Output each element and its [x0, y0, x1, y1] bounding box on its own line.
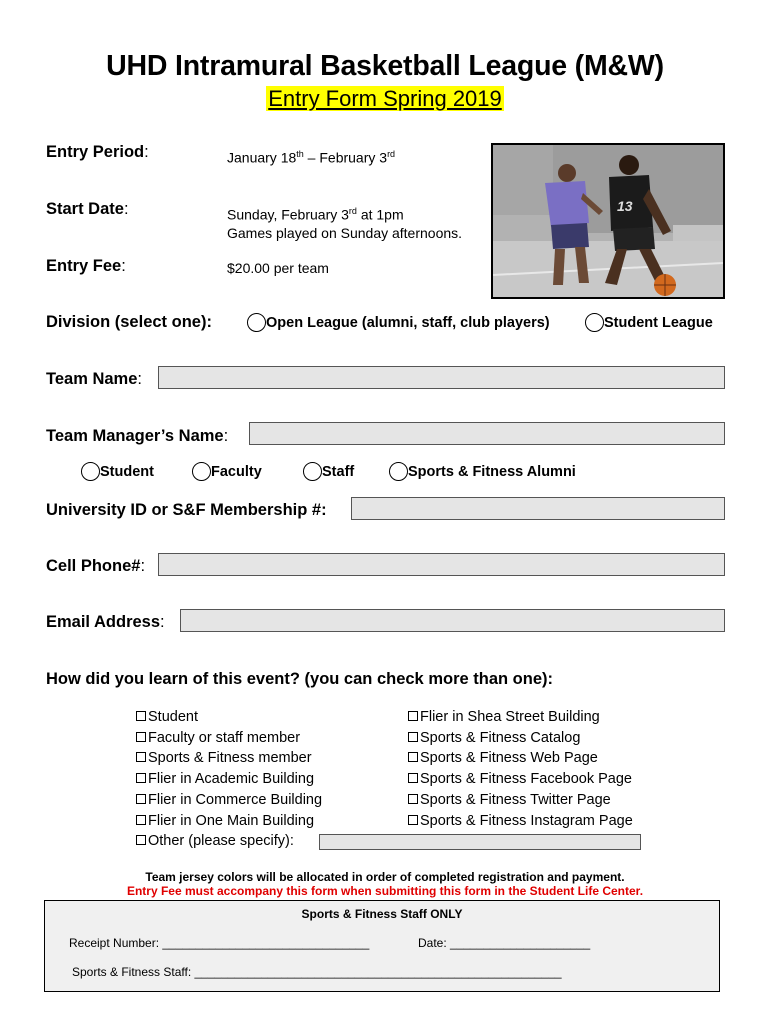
- learn-option[interactable]: Sports & Fitness member: [136, 748, 322, 769]
- faculty-radio[interactable]: [192, 462, 211, 481]
- student-league-radio[interactable]: [585, 313, 604, 332]
- cell-phone-field[interactable]: [158, 553, 725, 576]
- basketball-photo: [491, 143, 725, 299]
- checkbox[interactable]: [408, 752, 418, 762]
- alumni-radio[interactable]: [389, 462, 408, 481]
- learn-option[interactable]: Sports & Fitness Catalog: [408, 728, 633, 749]
- email-field[interactable]: [180, 609, 725, 632]
- learn-option[interactable]: Sports & Fitness Twitter Page: [408, 790, 633, 811]
- form-subtitle: Entry Form Spring 2019: [268, 86, 502, 111]
- fee-notice: Entry Fee must accompany this form when submitting this form in the Student Life Center.: [126, 884, 644, 898]
- staff-label: Staff: [322, 463, 355, 480]
- learn-option[interactable]: Sports & Fitness Facebook Page: [408, 769, 633, 790]
- start-date-label: Start Date:: [46, 200, 129, 218]
- checkbox[interactable]: [136, 752, 146, 762]
- affiliation-option-faculty[interactable]: [192, 462, 262, 481]
- svg-text:13: 13: [617, 198, 633, 214]
- learn-option[interactable]: Flier in Academic Building: [136, 769, 322, 790]
- other-specify-field[interactable]: [319, 834, 641, 850]
- affiliation-option-student[interactable]: [81, 462, 154, 481]
- open-league-radio[interactable]: [247, 313, 266, 332]
- learn-left-list: [136, 707, 322, 852]
- manager-name-field[interactable]: [249, 422, 725, 445]
- entry-period-label: Entry Period:: [46, 143, 149, 161]
- learn-question: How did you learn of this event? (you can check more than one):: [46, 670, 553, 688]
- learn-option[interactable]: Flier in Commerce Building: [136, 790, 322, 811]
- email-label: Email Address:: [46, 613, 165, 631]
- basketball-players-image: [493, 145, 723, 297]
- checkbox[interactable]: [136, 711, 146, 721]
- form-subtitle-wrap: [0, 86, 770, 112]
- team-name-field[interactable]: [158, 366, 725, 389]
- student-label: Student: [100, 463, 154, 480]
- university-id-field[interactable]: [351, 497, 725, 520]
- affiliation-option-staff[interactable]: [303, 462, 354, 481]
- entry-period-value: January 18th – February 3rd: [227, 149, 396, 166]
- learn-option-other[interactable]: Other (please specify):: [136, 831, 322, 852]
- learn-option[interactable]: Student: [136, 707, 322, 728]
- checkbox[interactable]: [136, 835, 146, 845]
- staff-only-heading: Sports & Fitness Staff ONLY: [301, 907, 463, 921]
- student-radio[interactable]: [81, 462, 100, 481]
- checkbox[interactable]: [136, 773, 146, 783]
- checkbox[interactable]: [136, 815, 146, 825]
- university-id-label: University ID or S&F Membership #:: [46, 501, 327, 519]
- affiliation-option-alumni[interactable]: [389, 462, 576, 481]
- learn-option[interactable]: Faculty or staff member: [136, 728, 322, 749]
- learn-right-list: [408, 707, 633, 831]
- division-option-open[interactable]: [247, 313, 550, 332]
- cell-phone-label: Cell Phone#:: [46, 557, 146, 575]
- checkbox[interactable]: [408, 794, 418, 804]
- learn-option[interactable]: Flier in One Main Building: [136, 811, 322, 832]
- manager-name-label: Team Manager’s Name:: [46, 427, 229, 445]
- division-label: Division (select one):: [46, 313, 212, 331]
- faculty-label: Faculty: [211, 463, 262, 480]
- checkbox[interactable]: [136, 794, 146, 804]
- form-title: UHD Intramural Basketball League (M&W): [106, 50, 664, 82]
- staff-only-box: [44, 900, 720, 992]
- alumni-label: Sports & Fitness Alumni: [408, 463, 576, 480]
- student-league-label: Student League: [604, 314, 713, 331]
- entry-fee-value: $20.00 per team: [227, 260, 329, 276]
- checkbox[interactable]: [136, 732, 146, 742]
- checkbox[interactable]: [408, 732, 418, 742]
- learn-option[interactable]: Flier in Shea Street Building: [408, 707, 633, 728]
- receipt-number-row[interactable]: Receipt Number: _______________________________: [69, 936, 370, 950]
- staff-radio[interactable]: [303, 462, 322, 481]
- division-option-student[interactable]: [585, 313, 713, 332]
- open-league-label: Open League (alumni, staff, club players): [266, 314, 550, 331]
- staff-name-row[interactable]: Sports & Fitness Staff: _______________________________________________________: [72, 965, 562, 979]
- entry-fee-label: Entry Fee:: [46, 257, 126, 275]
- jersey-notice: Team jersey colors will be allocated in order of completed registration and payment.: [145, 870, 625, 884]
- team-name-label: Team Name:: [46, 370, 142, 388]
- checkbox[interactable]: [408, 815, 418, 825]
- start-date-value: Sunday, February 3rd at 1pm Games played on Sunday afternoons.: [227, 206, 463, 241]
- learn-option[interactable]: Sports & Fitness Web Page: [408, 748, 633, 769]
- checkbox[interactable]: [408, 773, 418, 783]
- checkbox[interactable]: [408, 711, 418, 721]
- date-row[interactable]: Date: _____________________: [418, 936, 591, 950]
- learn-option[interactable]: Sports & Fitness Instagram Page: [408, 811, 633, 832]
